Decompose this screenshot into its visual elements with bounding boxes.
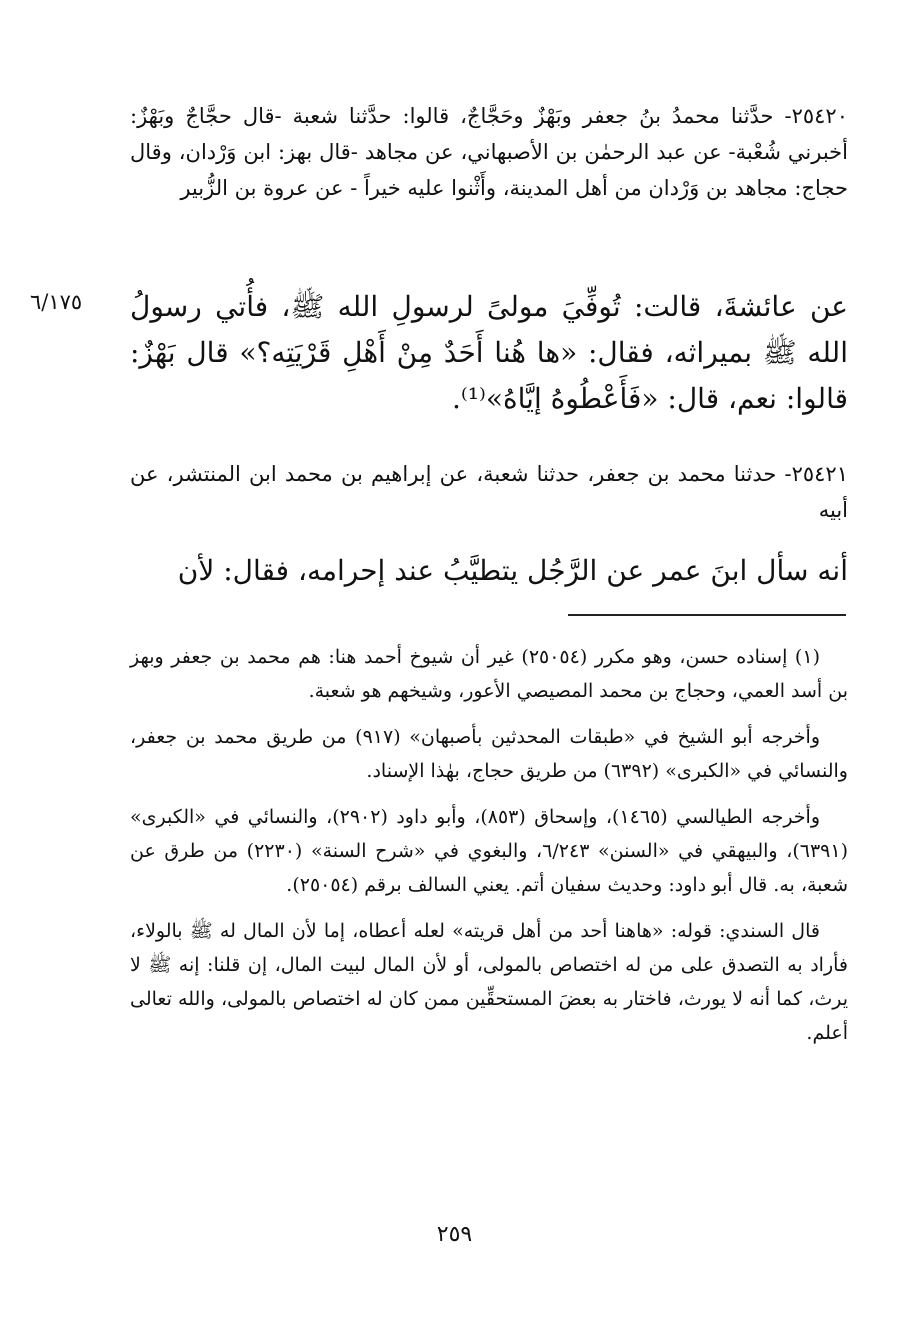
footnote-separator bbox=[568, 614, 846, 616]
hadith-25421-isnad: ٢٥٤٢١- حدثنا محمد بن جعفر، حدثنا شعبة، عن إبراهيم بن محمد ابن المنتشر، عن أبيه bbox=[130, 462, 848, 522]
hadith-25420-isnad: ٢٥٤٢٠- حدَّثنا محمدُ بنُ جعفر وبَهْزٌ وحَجَّاجٌ، قالوا: حدَّثنا شعبة -قال حجَّاجٌ وبَهْزٌ: أخبرني شُعْبة- عن عبد الرحمٰن بن الأصبهاني، عن مجاهد -قال بهز: ابن وَرْدان، وقال حجاج: مجاهد بن وَرْدان من أهل المدينة، وأَثْنوا عليه خيراً - عن عروة بن الزُّبير bbox=[130, 104, 848, 200]
footnote-paragraph: وأخرجه الطيالسي (١٤٦٥)، وإسحاق (٨٥٣)، وأبو داود (٢٩٠٢)، والنسائي في «الكبرى» (٦٣٩١)، والبيهقي في «السنن» ٦/٢٤٣، والبغوي في «شرح السنة» (٢٢٣٠) من طرق عن شعبة، به. قال أبو داود: وحديث سفيان أتم. يعني السالف برقم (٢٥٠٥٤). bbox=[130, 806, 848, 896]
footnotes bbox=[130, 640, 848, 1062]
hadith-25421-matn: أنه سأل ابنَ عمر عن الرَّجُل يتطيَّبُ عند إحرامه، فقال: لأن bbox=[177, 554, 848, 587]
page-number: ٢٥٩ bbox=[436, 1222, 473, 1247]
volume-page-reference: ٦/١٧٥ bbox=[30, 290, 83, 314]
footnote-paragraph: وأخرجه أبو الشيخ في «طبقات المحدثين بأصبهان» (٩١٧) من طريق محمد بن جعفر، والنسائي في «الكبرى» (٦٣٩٢) من طريق حجاج، بهٰذا الإسناد. bbox=[130, 726, 848, 782]
hadith-25420-matn: عن عائشةَ، قالت: تُوفِّيَ مولىً لرسولِ الله ﷺ، فأُتي رسولُ الله ﷺ بميراثه، فقال: «ها هُنا أَحَدٌ مِنْ أَهْلِ قَرْيَتِه؟» قال بَهْزٌ: قالوا: نعم، قال: «فَأَعْطُوهُ إيَّاهُ»⁽¹⁾. bbox=[130, 290, 848, 415]
footnote-paragraph: (١) إسناده حسن، وهو مكرر (٢٥٠٥٤) غير أن شيوخ أحمد هنا: هم محمد بن جعفر وبهز بن أسد العمي، وحجاج بن محمد المصيصي الأعور، وشيخهم هو شعبة. bbox=[130, 646, 848, 702]
footnote-paragraph: قال السندي: قوله: «هاهنا أحد من أهل قريته» لعله أعطاه، إما لأن المال له ﷺ بالولاء، فأراد به التصدق على من له اختصاص بالمولى، أو لأن المال لبيت المال، إن قلنا: إنه ﷺ لا يرث، كما أنه لا يورث، فاختار به بعضَ المستحقِّين ممن كان له اختصاص بالمولى، والله تعالى أعلم. bbox=[130, 920, 848, 1044]
